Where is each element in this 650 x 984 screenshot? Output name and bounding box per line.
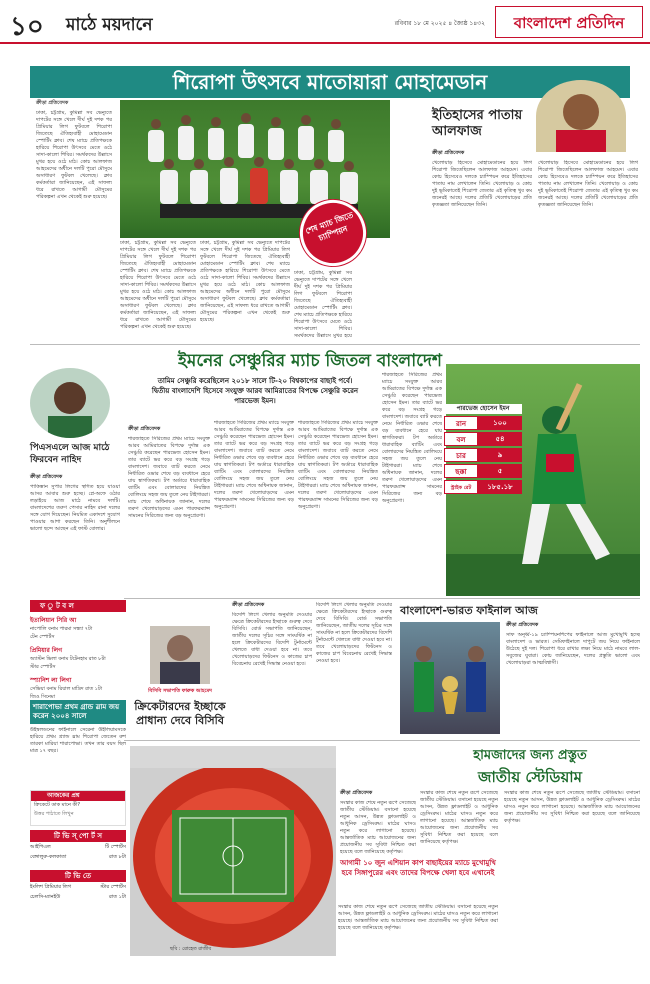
tv-item-line: নাপোলি বনাম পারমা সন্ধ্যা ৭টা <box>30 626 93 632</box>
page-header <box>0 0 650 44</box>
brand-logo: বাংলাদেশ প্রতিদিন <box>495 6 643 38</box>
story-left-body: পাকিস্তান সুপার লিগের স্থগিত হয়ে যাওয়া আসর আবার শুরু হচ্ছে। প্লে-অফে ওঠার লড়াইয়ে আজ মাঠে নামবে দলটি। বাংলাদেশের তরুণ পেসার নাহিদ রানা দলের সঙ্গে যোগ দিয়েছেন। নিয়মিত একাদশে সুযোগ পাওয়ার আশা করছেন তিনি। অনুশীলনে ভালো ছন্দে আছেন এই ফাস্ট বোলার। <box>30 484 120 532</box>
stat-label: স্ট্রাইক রেট <box>444 480 478 494</box>
tv-item-channel: স্টার স্পোর্টস <box>30 664 56 670</box>
sidebar-top-body-col1: খেলোয়াড় হিসেবে মোহামেডানের হয়ে লিগ শিরোপা জিতেছিলেন আলফাজ আহমেদ। এবার কোচ হিসেবেও দলকে চ্যাম্পিয়ন করে ইতিহাসের পাতায় নাম লেখালেন তিনি। খেলোয়াড় ও কোচ দুই ভূমিকাতেই শিরোপা জেতার এই কৃতিত্ব খুব কম জনেরই আছে। দলের প্রতিটি খেলোয়াড়ের প্রতি কৃতজ্ঞতা জানিয়েছেন তিনি। <box>432 160 532 208</box>
stat-label: চার <box>444 448 478 462</box>
tv-item-title: প্রিমিয়ার লিগ <box>30 647 63 654</box>
tv-sports-a: ইংলিশ প্রিমিয়ার লিগ <box>30 884 71 890</box>
stadium-body-col4: সংস্কার কাজ শেষে নতুন রূপে সেজেছে জাতীয় স্টেডিয়াম। বসানো হয়েছে নতুন আসন, উন্নত ফ্লাডলাইট ও আধুনিক ড্রেসিংরুম। মাঠের ঘাসও নতুন করে লাগানো হয়েছে। আন্তর্জাতিক ম্যাচ আয়োজনের জন্য প্রয়োজনীয় সব সুবিধা নিশ্চিত করা হয়েছে বলে জানিয়েছে কর্তৃপক্ষ। <box>504 790 640 824</box>
section-name: মাঠে ময়দানে <box>66 15 153 35</box>
story2-deck: তামিম সেঞ্চুরি করেছিলেন ২০১৮ সালে টি-২০ বিশ্বকাপের বাছাই পর্বে। দ্বিতীয় বাংলাদেশি হিসেবে সংযুক্ত আরব আমিরাতের বিপক্ষে সেঞ্চুরি করেন পারভেজ ইমন। <box>151 377 359 405</box>
champion-badge-text: শেষ ম্যাচ জিতে চ্যাম্পিয়ন <box>304 210 355 243</box>
stat-value: ৫৪ <box>478 432 522 446</box>
stat-row <box>444 448 522 462</box>
story-left-byline: ক্রীড়া প্রতিবেদক <box>30 474 63 480</box>
tv-football-header: ফ ু ট ব ল <box>30 600 126 612</box>
tv-sports-b: টি স্পোর্টস <box>105 844 126 850</box>
stadium-title-1: হামজাদের জন্য প্রস্তুত <box>473 748 587 763</box>
tv-sports-row <box>30 884 126 892</box>
sharapova-body: উইম্বলডনের ফাইনালে সেরেনা উইলিয়ামসকে হারিয়ে প্রথম গ্র্যান্ড স্লাম শিরোপা জেতেন রুশ তারকা মারিয়া শারাপোভা। তখন তার বয়স ছিল মাত্র ১৭ বছর। <box>30 727 126 754</box>
tv-sports-a: আইপিএল <box>30 844 51 850</box>
stat-row <box>444 416 522 430</box>
stat-row <box>444 464 522 478</box>
story2-body-col3: শারজাহতে সিরিজের প্রথম ম্যাচে সংযুক্ত আরব আমিরাতের বিপক্ষে দুর্দান্ত এক সেঞ্চুরি করেছেন পারভেজ হোসেন ইমন। তার ব্যাটে ভর করে বড় সংগ্রহ গড়ে বাংলাদেশ। জবাবে ব্যাট করতে নেমে নির্ধারিত ওভার শেষে বড় ব্যবধানে হেরে যায় স্বাগতিকরা। টপ অর্ডারে ধারাবাহিক ব্যাটিং এবং বোলারদের নিয়ন্ত্রিত বোলিংয়ে সহজ জয় তুলে নেয় টাইগাররা। ম্যাচ শেষে অধিনায়ক জানান, দলের তরুণ খেলোয়াড়দের এমন পারফরম্যান্স সামনের সিরিজের জন্য বড় অনুপ্রেরণা। <box>298 420 378 510</box>
nahid-portrait <box>30 368 110 438</box>
tv-sports-header: টি ভি স্ পো র্ট স <box>30 830 126 842</box>
stadium-byline: ক্রীড়া প্রতিবেদক <box>340 790 373 796</box>
stats-title: পারভেজ হোসেন ইমন <box>444 404 522 414</box>
tv-item <box>30 645 126 672</box>
photo-credit: ছবি : রোহেত রাজীব <box>170 946 212 952</box>
sidebar-top-title: ইতিহাসের পাতায় আলফাজ <box>432 108 523 139</box>
sidebar-top-body-col2: খেলোয়াড় হিসেবে মোহামেডানের হয়ে লিগ শিরোপা জিতেছিলেন আলফাজ আহমেদ। এবার কোচ হিসেবেও দলকে চ্যাম্পিয়ন করে ইতিহাসের পাতায় নাম লেখালেন তিনি। খেলোয়াড় ও কোচ দুই ভূমিকাতেই শিরোপা জেতার এই কৃতিত্ব খুব কম জনেরই আছে। দলের প্রতিটি খেলোয়াড়ের প্রতি কৃতজ্ঞতা জানিয়েছেন তিনি। <box>538 160 638 208</box>
stadium-photo <box>130 746 336 956</box>
tv-item-channel: জিও সিনেমা <box>30 694 56 700</box>
story2-body-col1: শারজাহতে সিরিজের প্রথম ম্যাচে সংযুক্ত আরব আমিরাতের বিপক্ষে দুর্দান্ত এক সেঞ্চুরি করেছেন পারভেজ হোসেন ইমন। তার ব্যাটে ভর করে বড় সংগ্রহ গড়ে বাংলাদেশ। জবাবে ব্যাট করতে নেমে নির্ধারিত ওভার শেষে বড় ব্যবধানে হেরে যায় স্বাগতিকরা। টপ অর্ডারে ধারাবাহিক ব্যাটিং এবং বোলারদের নিয়ন্ত্রিত বোলিংয়ে সহজ জয় তুলে নেয় টাইগাররা। ম্যাচ শেষে অধিনায়ক জানান, দলের তরুণ খেলোয়াড়দের এমন পারফরম্যান্স সামনের সিরিজের জন্য বড় অনুপ্রেরণা। <box>128 436 210 519</box>
stat-label: ছক্কা <box>444 464 478 478</box>
bcb-caption: বিসিবি সভাপতি ফারুক আহমেদ <box>148 688 212 694</box>
lead-byline: ক্রীড়া প্রতিবেদক <box>36 100 69 106</box>
stadium-title-2: জাতীয় স্টেডিয়াম <box>478 768 582 786</box>
stat-row <box>444 480 522 494</box>
question-label: আজকের প্রশ্ন <box>31 791 125 801</box>
bcb-body-col2: বিদেশি লিগে খেলার অনুমতি দেওয়ার ক্ষেত্রে ক্রিকেটারদের ইচ্ছাকে গুরুত্ব দেবে বিসিবি। বোর্ড সভাপতি জানিয়েছেন, জাতীয় দলের সূচির সঙ্গে সাংঘর্ষিক না হলে ক্রিকেটারদের বিদেশি টুর্নামেন্টে খেলতে বাধা দেওয়া হবে না। তবে খেলোয়াড়দের ফিটনেস ও কাজের চাপ বিবেচনায় রেখেই সিদ্ধান্ত নেওয়া হবে। <box>316 602 392 664</box>
stadium-body-col2: সংস্কার কাজ শেষে নতুন রূপে সেজেছে জাতীয় স্টেডিয়াম। বসানো হয়েছে নতুন আসন, উন্নত ফ্লাডলাইট ও আধুনিক ড্রেসিংরুম। মাঠের ঘাসও নতুন করে লাগানো হয়েছে। আন্তর্জাতিক ম্যাচ আয়োজনের জন্য প্রয়োজনীয় সব সুবিধা নিশ্চিত করা হয়েছে বলে জানিয়েছে কর্তৃপক্ষ। <box>338 904 498 931</box>
bcb-title: ক্রিকেটারদের ইচ্ছাকে প্রাধান্য দেবে বিসিবি <box>134 700 226 727</box>
issue-date: রবিবার ১৮ মে ২০২৫ ৪ জ্যৈষ্ঠ ১৪৩২ <box>394 20 485 27</box>
lead-headline: শিরোপা উৎসবে মাতোয়ারা মোহামেডান <box>172 70 488 94</box>
tv-sports-row <box>30 854 126 862</box>
tv-sports-b: স্টার স্পোর্টস <box>100 884 126 890</box>
stat-label: রান <box>444 416 478 430</box>
tv-sports-a: চেলসি-ম্যানইউ <box>30 894 61 900</box>
sharapova-box <box>30 700 126 786</box>
story2-body-col2: শারজাহতে সিরিজের প্রথম ম্যাচে সংযুক্ত আরব আমিরাতের বিপক্ষে দুর্দান্ত এক সেঞ্চুরি করেছেন পারভেজ হোসেন ইমন। তার ব্যাটে ভর করে বড় সংগ্রহ গড়ে বাংলাদেশ। জবাবে ব্যাট করতে নেমে নির্ধারিত ওভার শেষে বড় ব্যবধানে হেরে যায় স্বাগতিকরা। টপ অর্ডারে ধারাবাহিক ব্যাটিং এবং বোলারদের নিয়ন্ত্রিত বোলিংয়ে সহজ জয় তুলে নেয় টাইগাররা। ম্যাচ শেষে অধিনায়ক জানান, দলের তরুণ খেলোয়াড়দের এমন পারফরম্যান্স সামনের সিরিজের জন্য বড় অনুপ্রেরণা। <box>214 420 294 510</box>
final-byline: ক্রীড়া প্রতিবেদক <box>506 622 539 628</box>
tv-item-title: ইতালিয়ান সিরি আ <box>30 617 77 624</box>
tv-sports-b: রাত ৮টা <box>109 854 126 860</box>
stat-value: ৯ <box>478 448 522 462</box>
question-box <box>30 790 126 826</box>
stat-row <box>444 432 522 446</box>
tv-item-channel: টেন স্পোর্টস <box>30 634 55 640</box>
story2-byline: ক্রীড়া প্রতিবেদক <box>128 426 161 432</box>
sidebar-top-byline: ক্রীড়া প্রতিবেদক <box>432 150 465 156</box>
stadium-body-col1: সংস্কার কাজ শেষে নতুন রূপে সেজেছে জাতীয় স্টেডিয়াম। বসানো হয়েছে নতুন আসন, উন্নত ফ্লাডলাইট ও আধুনিক ড্রেসিংরুম। মাঠের ঘাসও নতুন করে লাগানো হয়েছে। আন্তর্জাতিক ম্যাচ আয়োজনের জন্য প্রয়োজনীয় সব সুবিধা নিশ্চিত করা হয়েছে বলে জানিয়েছে কর্তৃপক্ষ। <box>340 800 416 855</box>
stadium-body-col3: সংস্কার কাজ শেষে নতুন রূপে সেজেছে জাতীয় স্টেডিয়াম। বসানো হয়েছে নতুন আসন, উন্নত ফ্লাডলাইট ও আধুনিক ড্রেসিংরুম। মাঠের ঘাসও নতুন করে লাগানো হয়েছে। আন্তর্জাতিক ম্যাচ আয়োজনের জন্য প্রয়োজনীয় সব সুবিধা নিশ্চিত করা হয়েছে বলে জানিয়েছে কর্তৃপক্ষ। <box>420 790 498 845</box>
tv-sports-row <box>30 894 126 902</box>
stats-box <box>444 404 522 496</box>
question-hint: উত্তর পাঠাতে লিখুন <box>34 811 74 817</box>
lead-body-col4: ঢাকা, চট্টগ্রাম, কুমিল্লা সব ভেন্যুতে দাপটের সঙ্গে খেলে দীর্ঘ দুই দশক পর প্রিমিয়ার লিগ ফুটবলে শিরোপা জিতেছে ঐতিহ্যবাহী মোহামেডান স্পোর্টিং ক্লাব। শেষ ম্যাচে প্রতিপক্ষকে হারিয়ে শিরোপা উৎসবে মেতে ওঠে সাদা-কালো শিবির। সমর্থকদের উল্লাসে মুখর হয়ে <box>294 270 352 338</box>
sharapova-title: শারাপোভা প্রথম গ্রান্ড স্লাম জয় করেন ২০০৪ সালে <box>30 700 126 724</box>
story-left-title: পিএসএলে আজ মাঠে ফিরবেন নাহিদ <box>30 443 110 465</box>
tv-sports-a: বেঙ্গালুরু-কলকাতা <box>30 854 67 860</box>
lead-headline-bar <box>30 66 630 98</box>
coach-portrait <box>536 80 626 152</box>
final-body: সাফ অনূর্ধ্ব-১৯ চ্যাম্পিয়নশিপের ফাইনালে আজ মুখোমুখি হচ্ছে বাংলাদেশ ও ভারত। সেমিফাইনালে দাপুটে জয় নিয়ে ফাইনালে উঠেছে দুই দল। শিরোপা ধরে রাখার লক্ষ্য নিয়ে মাঠে নামবে লাল-সবুজের যুবারা। কোচ জানিয়েছেন, দলের প্রস্তুতি ভালো এবং খেলোয়াড়রা আত্মবিশ্বাসী। <box>506 632 640 666</box>
lead-body-col3: ঢাকা, চট্টগ্রাম, কুমিল্লা সব ভেন্যুতে দাপটের সঙ্গে খেলে দীর্ঘ দুই দশক পর প্রিমিয়ার লিগ ফুটবলে শিরোপা জিতেছে ঐতিহ্যবাহী মোহামেডান স্পোর্টিং ক্লাব। শেষ ম্যাচে প্রতিপক্ষকে হারিয়ে শিরোপা উৎসবে মেতে ওঠে সাদা-কালো শিবির। সমর্থকদের উল্লাসে মুখর হয়ে ওঠে মাঠ। কোচ আলফাজ আহমেদের অধীনে দলটি পুরো মৌসুমে অসাধারণ ফুটবল খেলেছে। ক্লাব কর্মকর্তারা জানিয়েছেন, এই সাফল্য ধরে রাখতে আগামী মৌসুমের পরিকল্পনা এখন থেকেই শুরু হয়েছে। <box>200 240 290 323</box>
stat-label: বল <box>444 432 478 446</box>
story2-headline: ইমনের সেঞ্চুরির ম্যাচ জিতল বাংলাদেশ <box>178 351 442 371</box>
tv-sports-header-2: টি ভি তে <box>30 870 126 882</box>
tv-item-title: স্প্যানিশ লা লিগা <box>30 677 72 684</box>
stadium-highlight: আগামী ১০ জুন এশিয়ান কাপ বাছাইয়ের ম্যাচে মুখোমুখি হবে সিঙ্গাপুরের এবং তাদের বিপক্ষে খেলা হবে এখানেই <box>340 859 496 877</box>
bcb-body-col1: বিদেশি লিগে খেলার অনুমতি দেওয়ার ক্ষেত্রে ক্রিকেটারদের ইচ্ছাকে গুরুত্ব দেবে বিসিবি। বোর্ড সভাপতি জানিয়েছেন, জাতীয় দলের সূচির সঙ্গে সাংঘর্ষিক না হলে ক্রিকেটারদের বিদেশি টুর্নামেন্টে খেলতে বাধা দেওয়া হবে না। তবে খেলোয়াড়দের ফিটনেস ও কাজের চাপ বিবেচনায় রেখেই সিদ্ধান্ত নেওয়া হবে। <box>232 612 312 667</box>
final-title: বাংলাদেশ-ভারত ফাইনাল আজ <box>400 604 538 617</box>
question-text: ক্রিকেটে ডাক মানে কী? <box>34 802 81 808</box>
tv-sports-box <box>30 830 126 960</box>
stat-value: ১০০ <box>478 416 522 430</box>
tv-item-line: অ্যাস্টন ভিলা বনাম টটেনহাম রাত ৮টা <box>30 656 106 662</box>
tv-sports-b: রাত ১টা <box>109 894 126 900</box>
tv-item-line: সেভিয়া বনাম রিয়াল মাদ্রিদ রাত ১টা <box>30 686 103 692</box>
page-number: ১০ <box>10 12 44 42</box>
tv-item <box>30 615 126 642</box>
lead-body-col1: ঢাকা, চট্টগ্রাম, কুমিল্লা সব ভেন্যুতে দাপটের সঙ্গে খেলে দীর্ঘ দুই দশক পর প্রিমিয়ার লিগ ফুটবলে শিরোপা জিতেছে ঐতিহ্যবাহী মোহামেডান স্পোর্টিং ক্লাব। শেষ ম্যাচে প্রতিপক্ষকে হারিয়ে শিরোপা উৎসবে মেতে ওঠে সাদা-কালো শিবির। সমর্থকদের উল্লাসে মুখর হয়ে ওঠে মাঠ। কোচ আলফাজ আহমেদের অধীনে দলটি পুরো মৌসুমে অসাধারণ ফুটবল খেলেছে। ক্লাব কর্মকর্তারা জানিয়েছেন, এই সাফল্য ধরে রাখতে আগামী মৌসুমের পরিকল্পনা এখন থেকেই শুরু হয়েছে। <box>36 110 112 200</box>
tv-item <box>30 675 126 702</box>
bcb-portrait <box>150 626 210 684</box>
lead-body-col2: ঢাকা, চট্টগ্রাম, কুমিল্লা সব ভেন্যুতে দাপটের সঙ্গে খেলে দীর্ঘ দুই দশক পর প্রিমিয়ার লিগ ফুটবলে শিরোপা জিতেছে ঐতিহ্যবাহী মোহামেডান স্পোর্টিং ক্লাব। শেষ ম্যাচে প্রতিপক্ষকে হারিয়ে শিরোপা উৎসবে মেতে ওঠে সাদা-কালো শিবির। সমর্থকদের উল্লাসে মুখর হয়ে ওঠে মাঠ। কোচ আলফাজ আহমেদের অধীনে দলটি পুরো মৌসুমে অসাধারণ ফুটবল খেলেছে। ক্লাব কর্মকর্তারা জানিয়েছেন, এই সাফল্য ধরে রাখতে আগামী মৌসুমের পরিকল্পনা এখন থেকেই শুরু হয়েছে। <box>120 240 196 330</box>
stat-value: ৫ <box>478 464 522 478</box>
final-photo <box>400 622 500 734</box>
tv-football-box <box>30 600 126 700</box>
stat-value: ১৮৫.১৮ <box>478 480 522 494</box>
tv-sports-row <box>30 844 126 852</box>
story2-body-col4: শারজাহতে সিরিজের প্রথম ম্যাচে সংযুক্ত আরব আমিরাতের বিপক্ষে দুর্দান্ত এক সেঞ্চুরি করেছেন পারভেজ হোসেন ইমন। তার ব্যাটে ভর করে বড় সংগ্রহ গড়ে বাংলাদেশ। জবাবে ব্যাট করতে নেমে নির্ধারিত ওভার শেষে বড় ব্যবধানে হেরে যায় স্বাগতিকরা। টপ অর্ডারে ধারাবাহিক ব্যাটিং এবং বোলারদের নিয়ন্ত্রিত বোলিংয়ে সহজ জয় তুলে নেয় টাইগাররা। ম্যাচ শেষে অধিনায়ক জানান, দলের তরুণ খেলোয়াড়দের এমন পারফরম্যান্স সামনের সিরিজের জন্য বড় অনুপ্রেরণা। <box>382 372 442 504</box>
bcb-byline: ক্রীড়া প্রতিবেদক <box>232 602 265 608</box>
